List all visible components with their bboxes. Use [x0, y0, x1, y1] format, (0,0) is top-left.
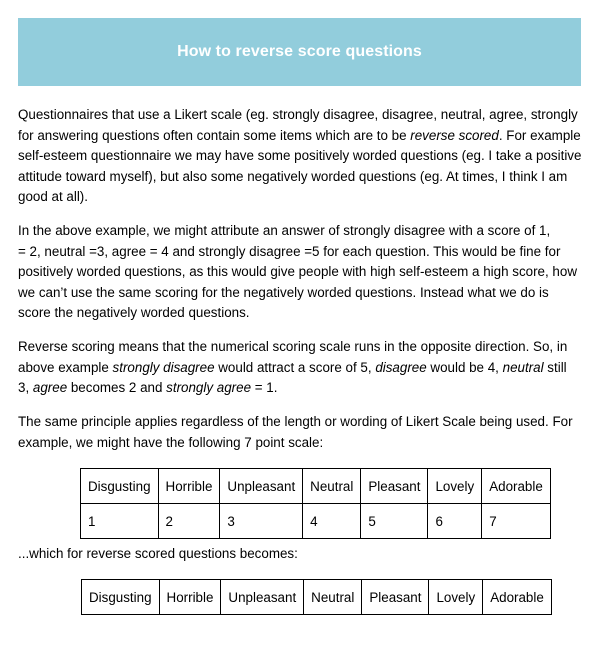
- table-row-labels: [81, 469, 551, 504]
- table-cell: Horrible: [158, 469, 220, 504]
- text-span: for answering questions often contain some items which are to be: [18, 127, 411, 143]
- text-line: [18, 126, 584, 147]
- text-span: 3,: [18, 380, 33, 396]
- text-span: . For example: [498, 127, 581, 143]
- text-line: attitude toward myself), but also some negatively worded questions (eg. At times, I think I am: [18, 168, 568, 184]
- emphasis-text: strongly agree: [166, 380, 252, 396]
- table-cell: Pleasant: [362, 580, 429, 615]
- table-cell: Disgusting: [81, 469, 159, 504]
- text-span: becomes 2 and: [67, 380, 167, 396]
- text-line: good at all).: [18, 189, 88, 205]
- text-span: would be 4,: [426, 359, 503, 375]
- reverse-scale-table: [81, 579, 552, 615]
- text-line: self-esteem questionnaire we may have some positively worded questions (eg. I take a positive: [18, 148, 582, 164]
- table-cell: Disgusting: [82, 580, 160, 615]
- table-row-labels: [82, 580, 552, 615]
- emphasis-text: reverse scored: [410, 127, 499, 143]
- likert-scale-table: [80, 468, 551, 539]
- table-cell: Unpleasant: [220, 469, 303, 504]
- table-cell: Pleasant: [361, 469, 428, 504]
- text-span: would attract a score of 5,: [214, 359, 376, 375]
- table-cell: Adorable: [482, 469, 551, 504]
- table-cell: 6: [428, 504, 482, 539]
- emphasis-text: agree: [32, 380, 68, 396]
- emphasis-text: neutral: [502, 359, 544, 375]
- text-line: example, we might have the following 7 point scale:: [18, 434, 324, 450]
- text-line: = 2, neutral =3, agree = 4 and strongly disagree =5 for each question. This would be fine for: [18, 243, 561, 259]
- table-cell: Adorable: [483, 580, 552, 615]
- text-line: [18, 358, 584, 379]
- table-cell: Neutral: [303, 469, 361, 504]
- text-line: [18, 378, 584, 399]
- text-line: ...which for reverse scored questions becomes:: [18, 546, 298, 561]
- table-cell: 7: [482, 504, 551, 539]
- table-cell: 5: [361, 504, 428, 539]
- table-cell: 1: [81, 504, 159, 539]
- table-cell: Lovely: [429, 580, 483, 615]
- paragraph-scoring-example: [18, 221, 584, 324]
- emphasis-text: disagree: [375, 359, 427, 375]
- table-row-scores: [81, 504, 551, 539]
- paragraph-likert-intro: [18, 105, 584, 208]
- emphasis-text: strongly disagree: [112, 359, 215, 375]
- text-span: still: [543, 359, 567, 375]
- paragraph-reverse-scoring: [18, 337, 584, 399]
- reverse-caption: [18, 544, 584, 565]
- text-line: score the negatively worded questions.: [18, 305, 250, 321]
- text-line: positively worded questions, as this would give people with high self-esteem a high score, how: [18, 264, 577, 280]
- text-line: The same principle applies regardless of the length or wording of Likert Scale being used. For: [18, 414, 573, 429]
- table-cell: Unpleasant: [221, 580, 304, 615]
- table-cell: Neutral: [304, 580, 362, 615]
- text-span: above example: [18, 359, 113, 375]
- table-cell: Horrible: [159, 580, 221, 615]
- page-title: How to reverse score questions: [177, 43, 422, 60]
- table-cell: Lovely: [428, 469, 482, 504]
- text-line: In the above example, we might attribute an answer of strongly disagree with a score of 1,: [18, 223, 551, 238]
- table-cell: 3: [220, 504, 303, 539]
- paragraph-same-principle: [18, 412, 584, 453]
- table-cell: 2: [158, 504, 220, 539]
- text-line: Reverse scoring means that the numerical scoring scale runs in the opposite direction. So, in: [18, 339, 568, 354]
- title-banner: [18, 18, 581, 86]
- text-line: we can’t use the same scoring for the negatively worded questions. Instead what we do is: [18, 284, 549, 300]
- text-span: = 1.: [251, 380, 278, 396]
- text-line: Questionnaires that use a Likert scale (eg. strongly disagree, disagree, neutral, agree, strongly: [18, 107, 578, 122]
- table-cell: 4: [303, 504, 361, 539]
